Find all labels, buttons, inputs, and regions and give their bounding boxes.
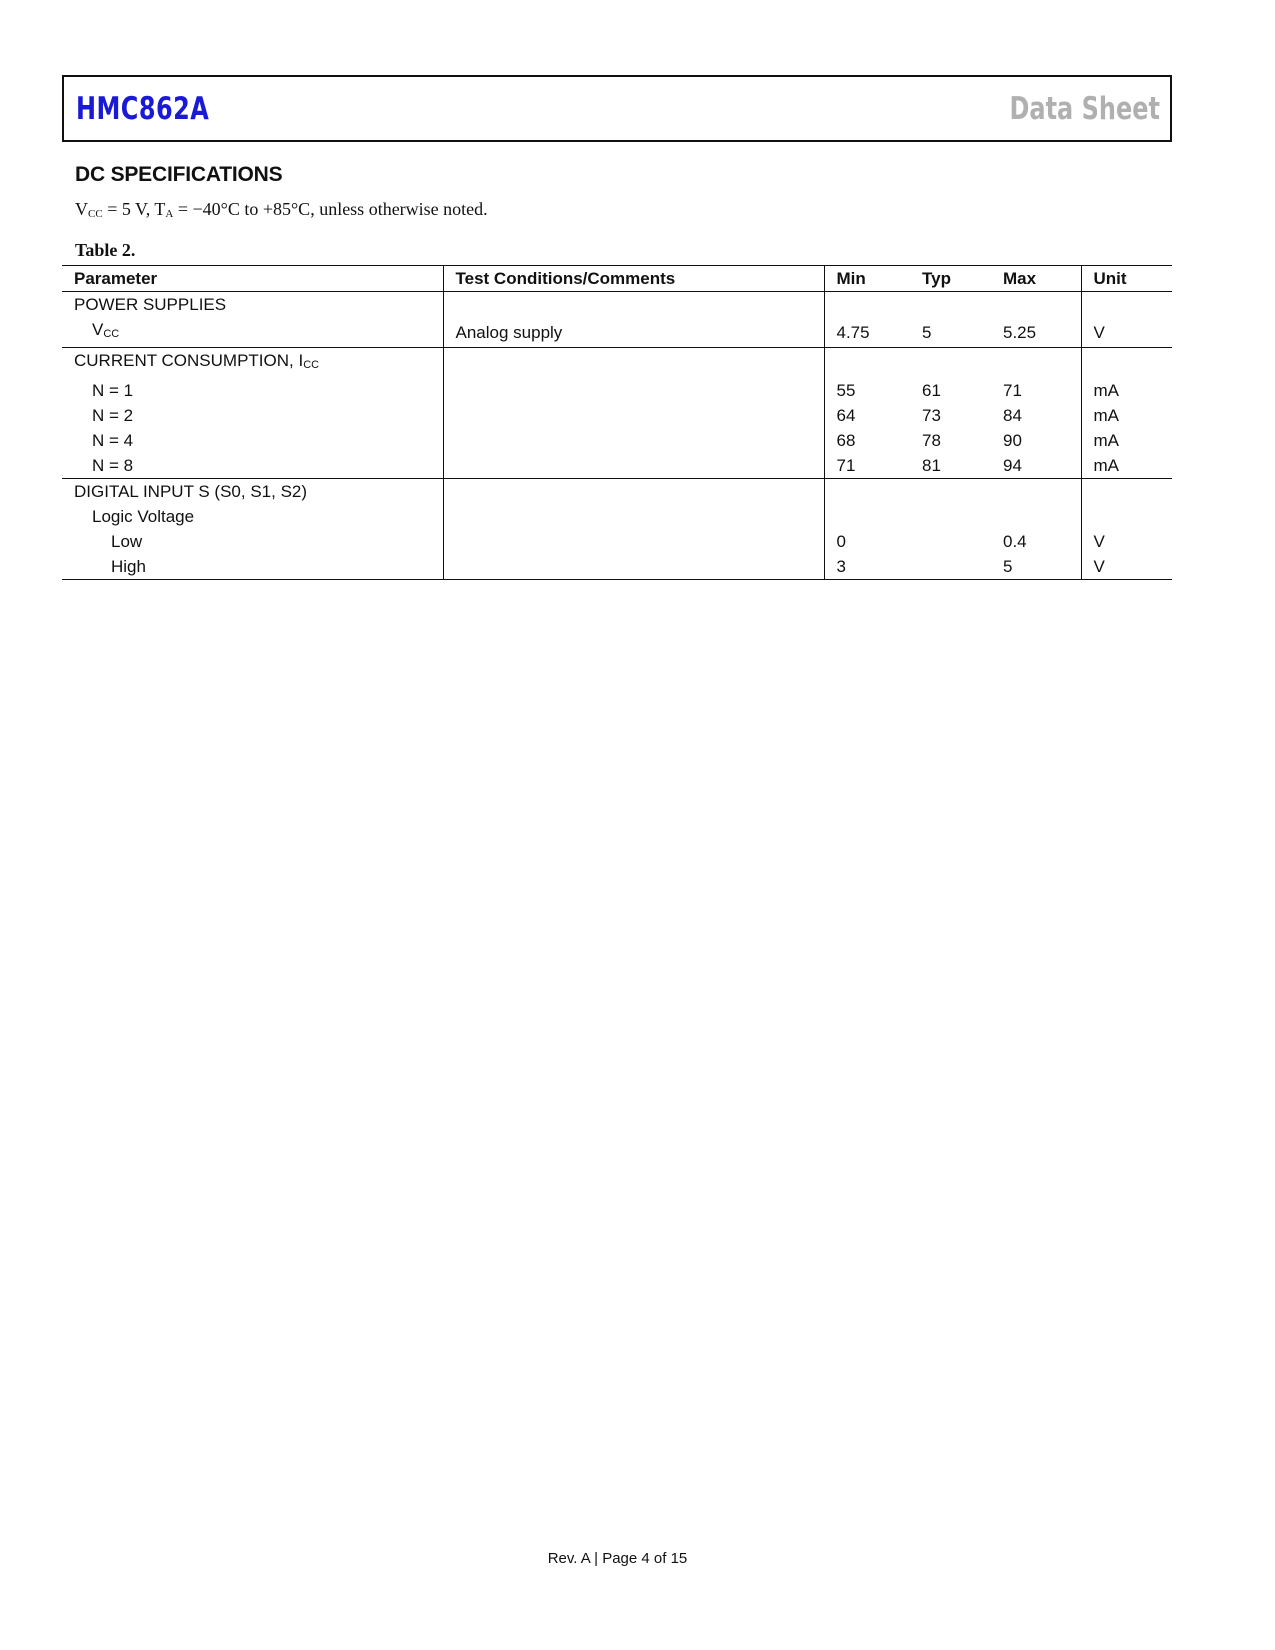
cell-typ: 5 [910,317,991,348]
cell-max: 5 [991,554,1081,580]
cell-typ [910,479,991,505]
cell-parameter: Logic Voltage [62,504,443,529]
cell-typ: 61 [922,381,941,400]
table-row [62,453,1172,479]
cell-conditions [443,428,824,453]
cell-typ [910,292,991,318]
cell-min: 64 [836,406,856,425]
cell-unit: V [1093,532,1105,551]
table-caption: Table 2. [75,240,136,260]
cell-max [991,292,1081,318]
cell-min [824,348,910,379]
table-row [62,292,1172,318]
cell-conditions [443,403,824,428]
header-conditions: Test Conditions/Comments [443,266,824,292]
document-type: Data Sheet [1009,91,1160,127]
table-row [62,378,1172,403]
table-row [62,403,1172,428]
table-row [62,317,1172,348]
cell-parameter: N = 4 [62,428,443,453]
cell-unit: V [1081,317,1172,348]
cell-conditions [443,453,824,479]
cell-max: 90 [991,428,1081,453]
cell-min: 55 [836,381,856,400]
cell-max [991,504,1081,529]
cell-min: 4.75 [824,317,910,348]
cell-max: 71 [991,378,1081,403]
cell-unit [1081,292,1172,318]
table-row [62,348,1172,379]
cell-parameter: CURRENT CONSUMPTION, $I_{CC}$ [62,348,443,379]
cell-typ [910,348,991,379]
cell-parameter: High [62,554,443,580]
header-typ: Typ [910,266,991,292]
cell-min [824,504,910,529]
cell-unit [1081,348,1172,379]
cell-min: 3 [824,554,910,580]
cell-unit: mA [1093,381,1119,400]
page-footer: Rev. A | Page 4 of 15 [547,1550,688,1567]
cell-conditions [443,292,824,318]
cell-conditions [443,378,824,403]
cell-max: 84 [991,403,1081,428]
cell-unit [1081,504,1172,529]
cell-min: 71 [824,453,910,479]
cell-parameter: N = 2 [62,403,443,428]
cell-typ [910,554,991,580]
cell-parameter: DIGITAL INPUT S (S0, S1, S2) [62,479,443,505]
table-row [62,554,1172,580]
section-title: DC SPECIFICATIONS [75,163,283,186]
cell-min: 0 [836,532,846,551]
header-min: Min [824,266,910,292]
table-header-row [62,266,1172,292]
cell-conditions [443,479,824,505]
cell-parameter: POWER SUPPLIES [62,292,443,318]
product-name: HMC862A [76,91,210,127]
header-parameter: Parameter [62,266,443,292]
cell-conditions [443,554,824,580]
cell-parameter: $V_{CC}$ [62,317,443,348]
table-row [62,428,1172,453]
cell-typ [910,529,991,554]
header-max: Max [991,266,1081,292]
cell-min [824,479,910,505]
cell-parameter: Low [62,529,443,554]
table-row [62,529,1172,554]
cell-parameter: N = 8 [62,453,443,479]
cell-conditions: Analog supply [443,317,824,348]
cell-min: 68 [836,431,856,450]
cell-typ [910,504,991,529]
cell-conditions [443,504,824,529]
cell-max: 0.4 [991,529,1081,554]
header-unit: Unit [1081,266,1172,292]
dc-specifications-table [62,265,1172,580]
cell-parameter: N = 1 [62,378,443,403]
cell-max: 5.25 [991,317,1081,348]
cell-min [824,292,910,318]
cell-max [991,348,1081,379]
cell-unit [1081,479,1172,505]
table-row [62,504,1172,529]
cell-max: 94 [991,453,1081,479]
cell-conditions [443,348,824,379]
page-header [62,75,1172,142]
cell-unit: mA [1093,406,1119,425]
cell-unit: mA [1081,453,1172,479]
cell-typ: 81 [910,453,991,479]
cell-typ: 78 [922,431,941,450]
cell-max [991,479,1081,505]
cell-unit: V [1081,554,1172,580]
cell-typ: 73 [922,406,941,425]
test-conditions: $V_{CC} = 5$ V, $T_A = -40^\circ C$ to +85°C, unless otherwise noted. [75,199,488,220]
cell-conditions [443,529,824,554]
cell-unit: mA [1093,431,1119,450]
table-row [62,479,1172,505]
